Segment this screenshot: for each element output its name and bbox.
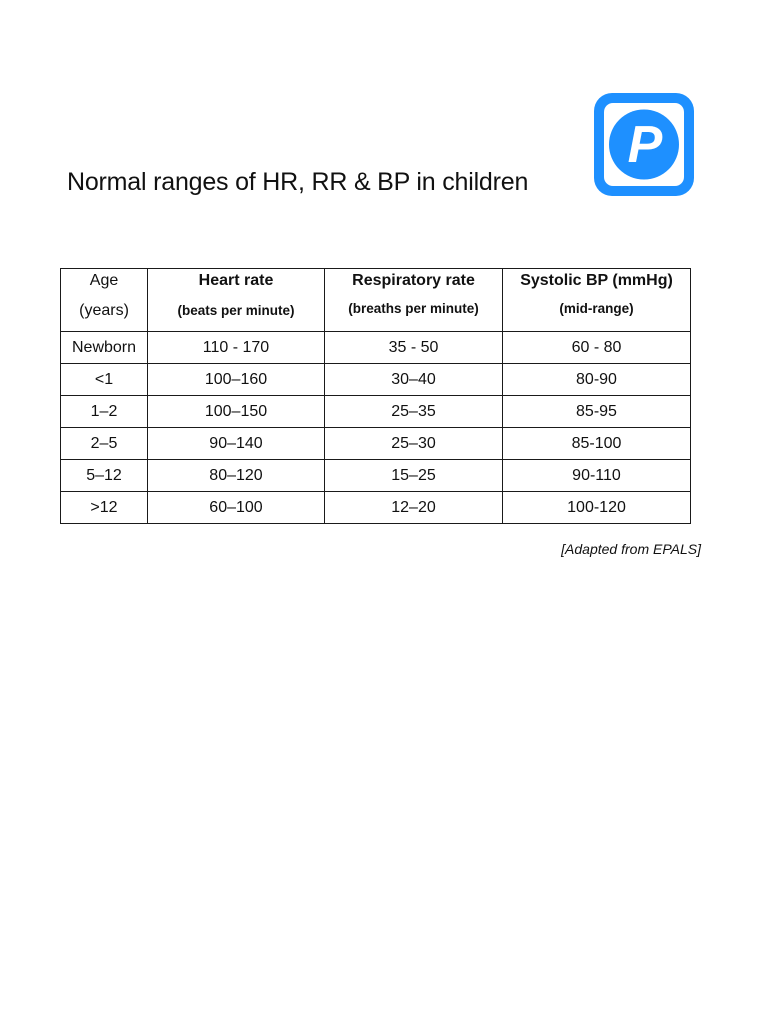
- heart-rate-cell: 100–160: [148, 364, 325, 396]
- systolic-bp-cell: 100-120: [503, 492, 691, 524]
- logo-letter: P: [627, 116, 663, 174]
- age-cell: >12: [61, 492, 148, 524]
- heart-rate-cell: 100–150: [148, 396, 325, 428]
- respiratory-rate-cell: 15–25: [325, 460, 503, 492]
- systolic-bp-cell: 60 - 80: [503, 332, 691, 364]
- vital-signs-table: [60, 268, 691, 524]
- header-heart-rate: Heart rate (beats per minute): [148, 269, 325, 332]
- header-systolic-bp: Systolic BP (mmHg) (mid-range): [503, 269, 691, 332]
- age-cell: Newborn: [61, 332, 148, 364]
- respiratory-rate-cell: 25–30: [325, 428, 503, 460]
- page-title: Normal ranges of HR, RR & BP in children: [67, 168, 529, 196]
- heart-rate-cell: 110 - 170: [148, 332, 325, 364]
- heart-rate-cell: 60–100: [148, 492, 325, 524]
- systolic-bp-cell: 80-90: [503, 364, 691, 396]
- source-note: [Adapted from EPALS]: [561, 541, 701, 557]
- systolic-bp-cell: 90-110: [503, 460, 691, 492]
- header-respiratory-rate: Respiratory rate (breaths per minute): [325, 269, 503, 332]
- table-row: [61, 332, 691, 364]
- table-row: [61, 428, 691, 460]
- respiratory-rate-cell: 12–20: [325, 492, 503, 524]
- table-row: [61, 364, 691, 396]
- table-row: [61, 460, 691, 492]
- respiratory-rate-cell: 25–35: [325, 396, 503, 428]
- age-cell: 2–5: [61, 428, 148, 460]
- respiratory-rate-cell: 35 - 50: [325, 332, 503, 364]
- header-age: Age (years): [61, 269, 148, 332]
- age-cell: <1: [61, 364, 148, 396]
- table-header-row: [61, 269, 691, 332]
- age-cell: 5–12: [61, 460, 148, 492]
- heart-rate-cell: 80–120: [148, 460, 325, 492]
- systolic-bp-cell: 85-100: [503, 428, 691, 460]
- p-logo-icon: [594, 93, 694, 196]
- respiratory-rate-cell: 30–40: [325, 364, 503, 396]
- table-row: [61, 492, 691, 524]
- systolic-bp-cell: 85-95: [503, 396, 691, 428]
- age-cell: 1–2: [61, 396, 148, 428]
- heart-rate-cell: 90–140: [148, 428, 325, 460]
- table-row: [61, 396, 691, 428]
